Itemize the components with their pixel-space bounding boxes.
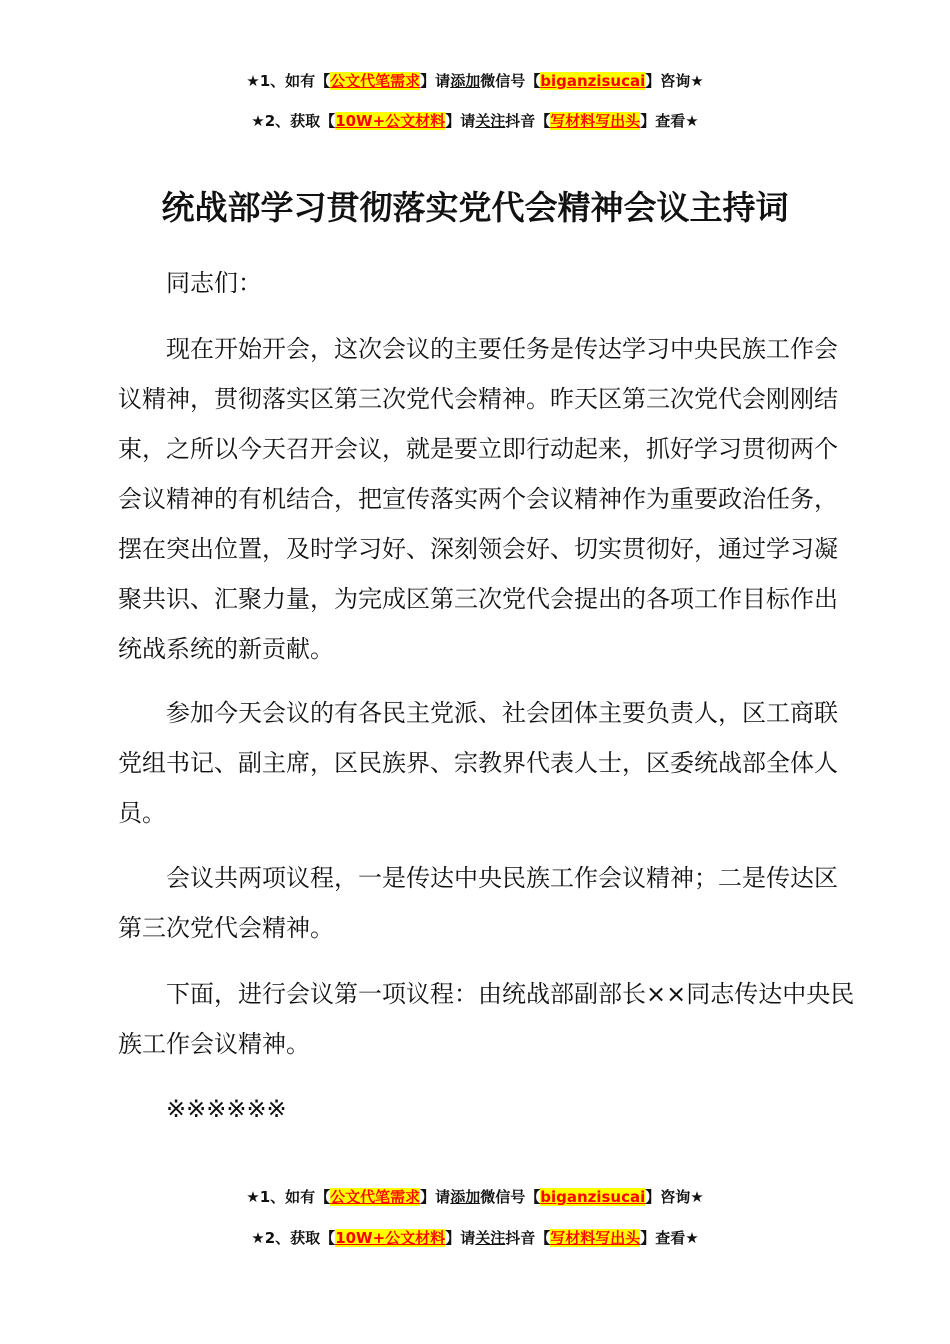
header-promo-line-2 <box>0 110 950 132</box>
highlight-materials: 10W+公文材料 <box>335 112 446 130</box>
underlined-verb: 关注 <box>475 1229 506 1247</box>
promo-text: ★2、获取【 <box>251 112 336 130</box>
footer-promo-line-1 <box>0 1186 950 1208</box>
promo-text: 】咨询★ <box>645 1188 704 1206</box>
underlined-verb: 添加 <box>450 72 481 90</box>
promo-text: ★1、如有【 <box>246 1188 331 1206</box>
promo-text: 】请 <box>420 1188 451 1206</box>
promo-text: 】请 <box>420 72 451 90</box>
promo-text: 】请 <box>445 112 476 130</box>
footer-promo-line-2 <box>0 1227 950 1249</box>
highlight-materials: 10W+公文材料 <box>335 1229 446 1247</box>
header-promo-line-1 <box>0 70 950 92</box>
section-separator: ※※※※※※ <box>166 1095 287 1123</box>
highlight-service: 公文代笔需求 <box>330 72 421 90</box>
underlined-verb: 添加 <box>450 1188 481 1206</box>
page-title: 统战部学习贯彻落实党代会精神会议主持词 <box>161 188 789 227</box>
body-paragraph-3: 会议共两项议程，一是传达中央民族工作会议精神；二是传达区第三次党代会精神。 <box>118 864 838 942</box>
promo-text: 微信号【 <box>480 72 541 90</box>
promo-text: ★2、获取【 <box>251 1229 336 1247</box>
body-paragraph-4: 下面，进行会议第一项议程：由统战部副部长××同志传达中央民族工作会议精神。 <box>118 980 855 1058</box>
promo-text: 】请 <box>445 1229 476 1247</box>
underlined-verb: 关注 <box>475 112 506 130</box>
promo-text: 】咨询★ <box>645 72 704 90</box>
highlight-douyin-account: 写材料写出头 <box>550 112 641 130</box>
promo-text: 】查看★ <box>640 112 699 130</box>
highlight-douyin-account: 写材料写出头 <box>550 1229 641 1247</box>
promo-text: 抖音【 <box>505 112 551 130</box>
highlight-wechat-id: biganzisucai <box>540 72 646 90</box>
promo-text: 微信号【 <box>480 1188 541 1206</box>
body-paragraph-2: 参加今天会议的有各民主党派、社会团体主要负责人，区工商联党组书记、副主席，区民族界、宗教界代表人士，区委统战部全体人员。 <box>118 699 838 827</box>
promo-text: ★1、如有【 <box>246 72 331 90</box>
promo-text: 】查看★ <box>640 1229 699 1247</box>
promo-text: 抖音【 <box>505 1229 551 1247</box>
highlight-service: 公文代笔需求 <box>330 1188 421 1206</box>
body-paragraph-1: 现在开始开会，这次会议的主要任务是传达学习中央民族工作会议精神，贯彻落实区第三次党代会精神。昨天区第三次党代会刚刚结束，之所以今天召开会议，就是要立即行动起来，抓好学习贯彻两个会议精神的有机结合，把宣传落实两个会议精神作为重要政治任务，摆在突出位置，及时学习好、深刻领会好、切实贯彻好，通过学习凝聚共识、汇聚力量，为完成区第三次党代会提出的各项工作目标作出统战系统的新贡献。 <box>118 335 838 663</box>
salutation-paragraph: 同志们： <box>166 269 262 297</box>
highlight-wechat-id: biganzisucai <box>540 1188 646 1206</box>
